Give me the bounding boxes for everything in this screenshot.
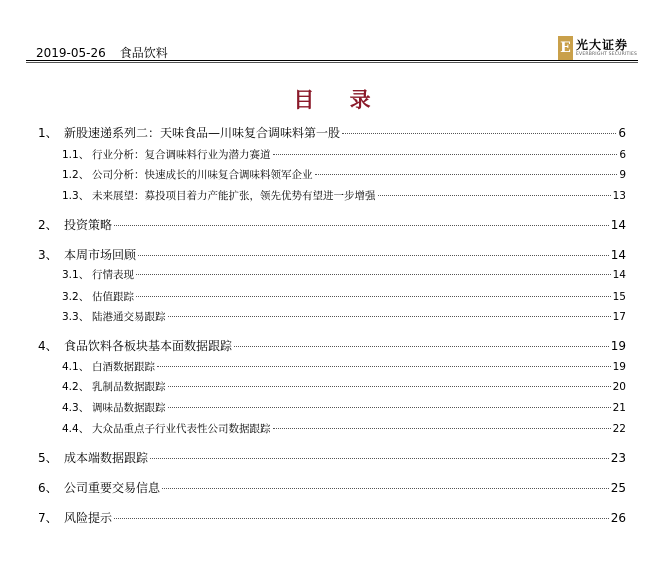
- toc-entry[interactable]: [62, 359, 626, 374]
- toc-leader-dots: [157, 366, 611, 367]
- toc-entry-page: 25: [610, 481, 626, 495]
- toc-entry-label: 未来展望：募投项目着力产能扩张，领先优势有望进一步增强: [92, 190, 376, 202]
- toc-entry-label: 投资策略: [64, 218, 113, 232]
- toc-entry-number: 2、: [38, 218, 58, 232]
- report-date: 2019-05-26: [36, 46, 106, 60]
- toc-entry-number: 4.4、: [62, 423, 90, 435]
- toc-entry-page: 21: [612, 402, 626, 414]
- toc-entry-number: 3、: [38, 248, 58, 262]
- toc-entry-page: 14: [610, 218, 626, 232]
- page-header: [26, 30, 638, 60]
- toc-entry[interactable]: [38, 246, 626, 263]
- toc-entry-page: 9: [619, 169, 626, 181]
- toc-entry-number: 3.1、: [62, 269, 90, 281]
- toc-entry-page: 15: [612, 291, 626, 303]
- toc-entry-number: 1.3、: [62, 190, 90, 202]
- toc-leader-dots: [273, 428, 611, 429]
- toc-entry-page: 19: [610, 339, 626, 353]
- toc-title: 目 录: [293, 88, 385, 112]
- toc-entry-number: 6、: [38, 481, 58, 495]
- toc-entry-number: 1、: [38, 126, 58, 140]
- toc-entry[interactable]: [38, 479, 626, 496]
- toc-entry-label: 估值跟踪: [92, 291, 134, 303]
- toc-leader-dots: [234, 346, 609, 347]
- toc-leader-dots: [378, 195, 611, 196]
- header-text: [36, 44, 168, 61]
- toc-entry-page: 13: [612, 190, 626, 202]
- toc-entry[interactable]: [38, 124, 626, 141]
- toc-leader-dots: [315, 174, 618, 175]
- report-category: 食品饮料: [119, 46, 168, 60]
- toc-entry[interactable]: [38, 337, 626, 354]
- toc-entry-number: 3.3、: [62, 311, 90, 323]
- toc-leader-dots: [136, 296, 611, 297]
- toc-leader-dots: [168, 407, 611, 408]
- toc-entry-number: 3.2、: [62, 291, 90, 303]
- toc-leader-dots: [342, 133, 616, 134]
- logo-mark-icon: E: [558, 36, 573, 60]
- toc-entry-label: 风险提示: [64, 511, 113, 525]
- toc-entry[interactable]: [62, 167, 626, 182]
- toc-leader-dots: [168, 316, 611, 317]
- toc-entry-page: 6: [619, 149, 626, 161]
- toc-entry[interactable]: [38, 449, 626, 466]
- toc-entry-number: 4.2、: [62, 381, 90, 393]
- toc-entry-label: 成本端数据跟踪: [64, 451, 149, 465]
- toc-entry-page: 14: [612, 269, 626, 281]
- toc-entry[interactable]: [38, 216, 626, 233]
- toc-entry-label: 公司重要交易信息: [64, 481, 161, 495]
- toc-entry-label: 大众品重点子行业代表性公司数据跟踪: [92, 423, 271, 435]
- toc-entry-number: 1.1、: [62, 149, 90, 161]
- toc-entry-label: 公司分析：快速成长的川味复合调味料领军企业: [92, 169, 313, 181]
- toc-entry-page: 19: [612, 361, 626, 373]
- toc-entry-label: 调味品数据跟踪: [92, 402, 166, 414]
- toc-entry[interactable]: [62, 421, 626, 436]
- toc-entry[interactable]: [62, 188, 626, 203]
- toc-entry-label: 白酒数据跟踪: [92, 361, 155, 373]
- toc-entry-label: 行业分析：复合调味料行业为潜力赛道: [92, 149, 271, 161]
- toc-entry-page: 20: [612, 381, 626, 393]
- toc-entry[interactable]: [38, 509, 626, 526]
- toc-entry-number: 5、: [38, 451, 58, 465]
- toc-entry-page: 23: [610, 451, 626, 465]
- toc-entry[interactable]: [62, 147, 626, 162]
- toc-leader-dots: [138, 255, 609, 256]
- toc-entry-number: 4、: [38, 339, 58, 353]
- toc-leader-dots: [136, 274, 611, 275]
- toc-entry[interactable]: [62, 267, 626, 282]
- toc-entry-page: 22: [612, 423, 626, 435]
- toc-entry-page: 14: [610, 248, 626, 262]
- toc-leader-dots: [162, 488, 609, 489]
- header-divider: [26, 60, 638, 61]
- toc-entry[interactable]: [62, 379, 626, 394]
- toc-leader-dots: [114, 518, 609, 519]
- logo-subtitle: EVERBRIGHT SECURITIES: [576, 52, 638, 57]
- toc-leader-dots: [114, 225, 609, 226]
- toc-entry-number: 4.3、: [62, 402, 90, 414]
- toc-entry-label: 新股速递系列二：天味食品—川味复合调味料第一股: [64, 126, 341, 140]
- toc-entry-number: 1.2、: [62, 169, 90, 181]
- logo-name: 光大证券: [576, 38, 629, 52]
- everbright-logo: [558, 36, 638, 62]
- toc-entry-label: 乳制品数据跟踪: [92, 381, 166, 393]
- toc-entry-number: 4.1、: [62, 361, 90, 373]
- toc-entry[interactable]: [62, 309, 626, 324]
- toc-entry-page: 26: [610, 511, 626, 525]
- toc-entry[interactable]: [62, 400, 626, 415]
- toc-entry-page: 17: [612, 311, 626, 323]
- toc-entry-label: 陆港通交易跟踪: [92, 311, 166, 323]
- toc-leader-dots: [168, 386, 611, 387]
- toc-entry[interactable]: [62, 289, 626, 304]
- toc-entry-number: 7、: [38, 511, 58, 525]
- toc-leader-dots: [273, 154, 618, 155]
- toc-leader-dots: [150, 458, 609, 459]
- toc-entry-label: 行情表现: [92, 269, 134, 281]
- toc-entry-label: 本周市场回顾: [64, 248, 137, 262]
- toc-entry-label: 食品饮料各板块基本面数据跟踪: [64, 339, 233, 353]
- header-divider-thin: [26, 62, 638, 63]
- toc-entry-page: 6: [618, 126, 626, 140]
